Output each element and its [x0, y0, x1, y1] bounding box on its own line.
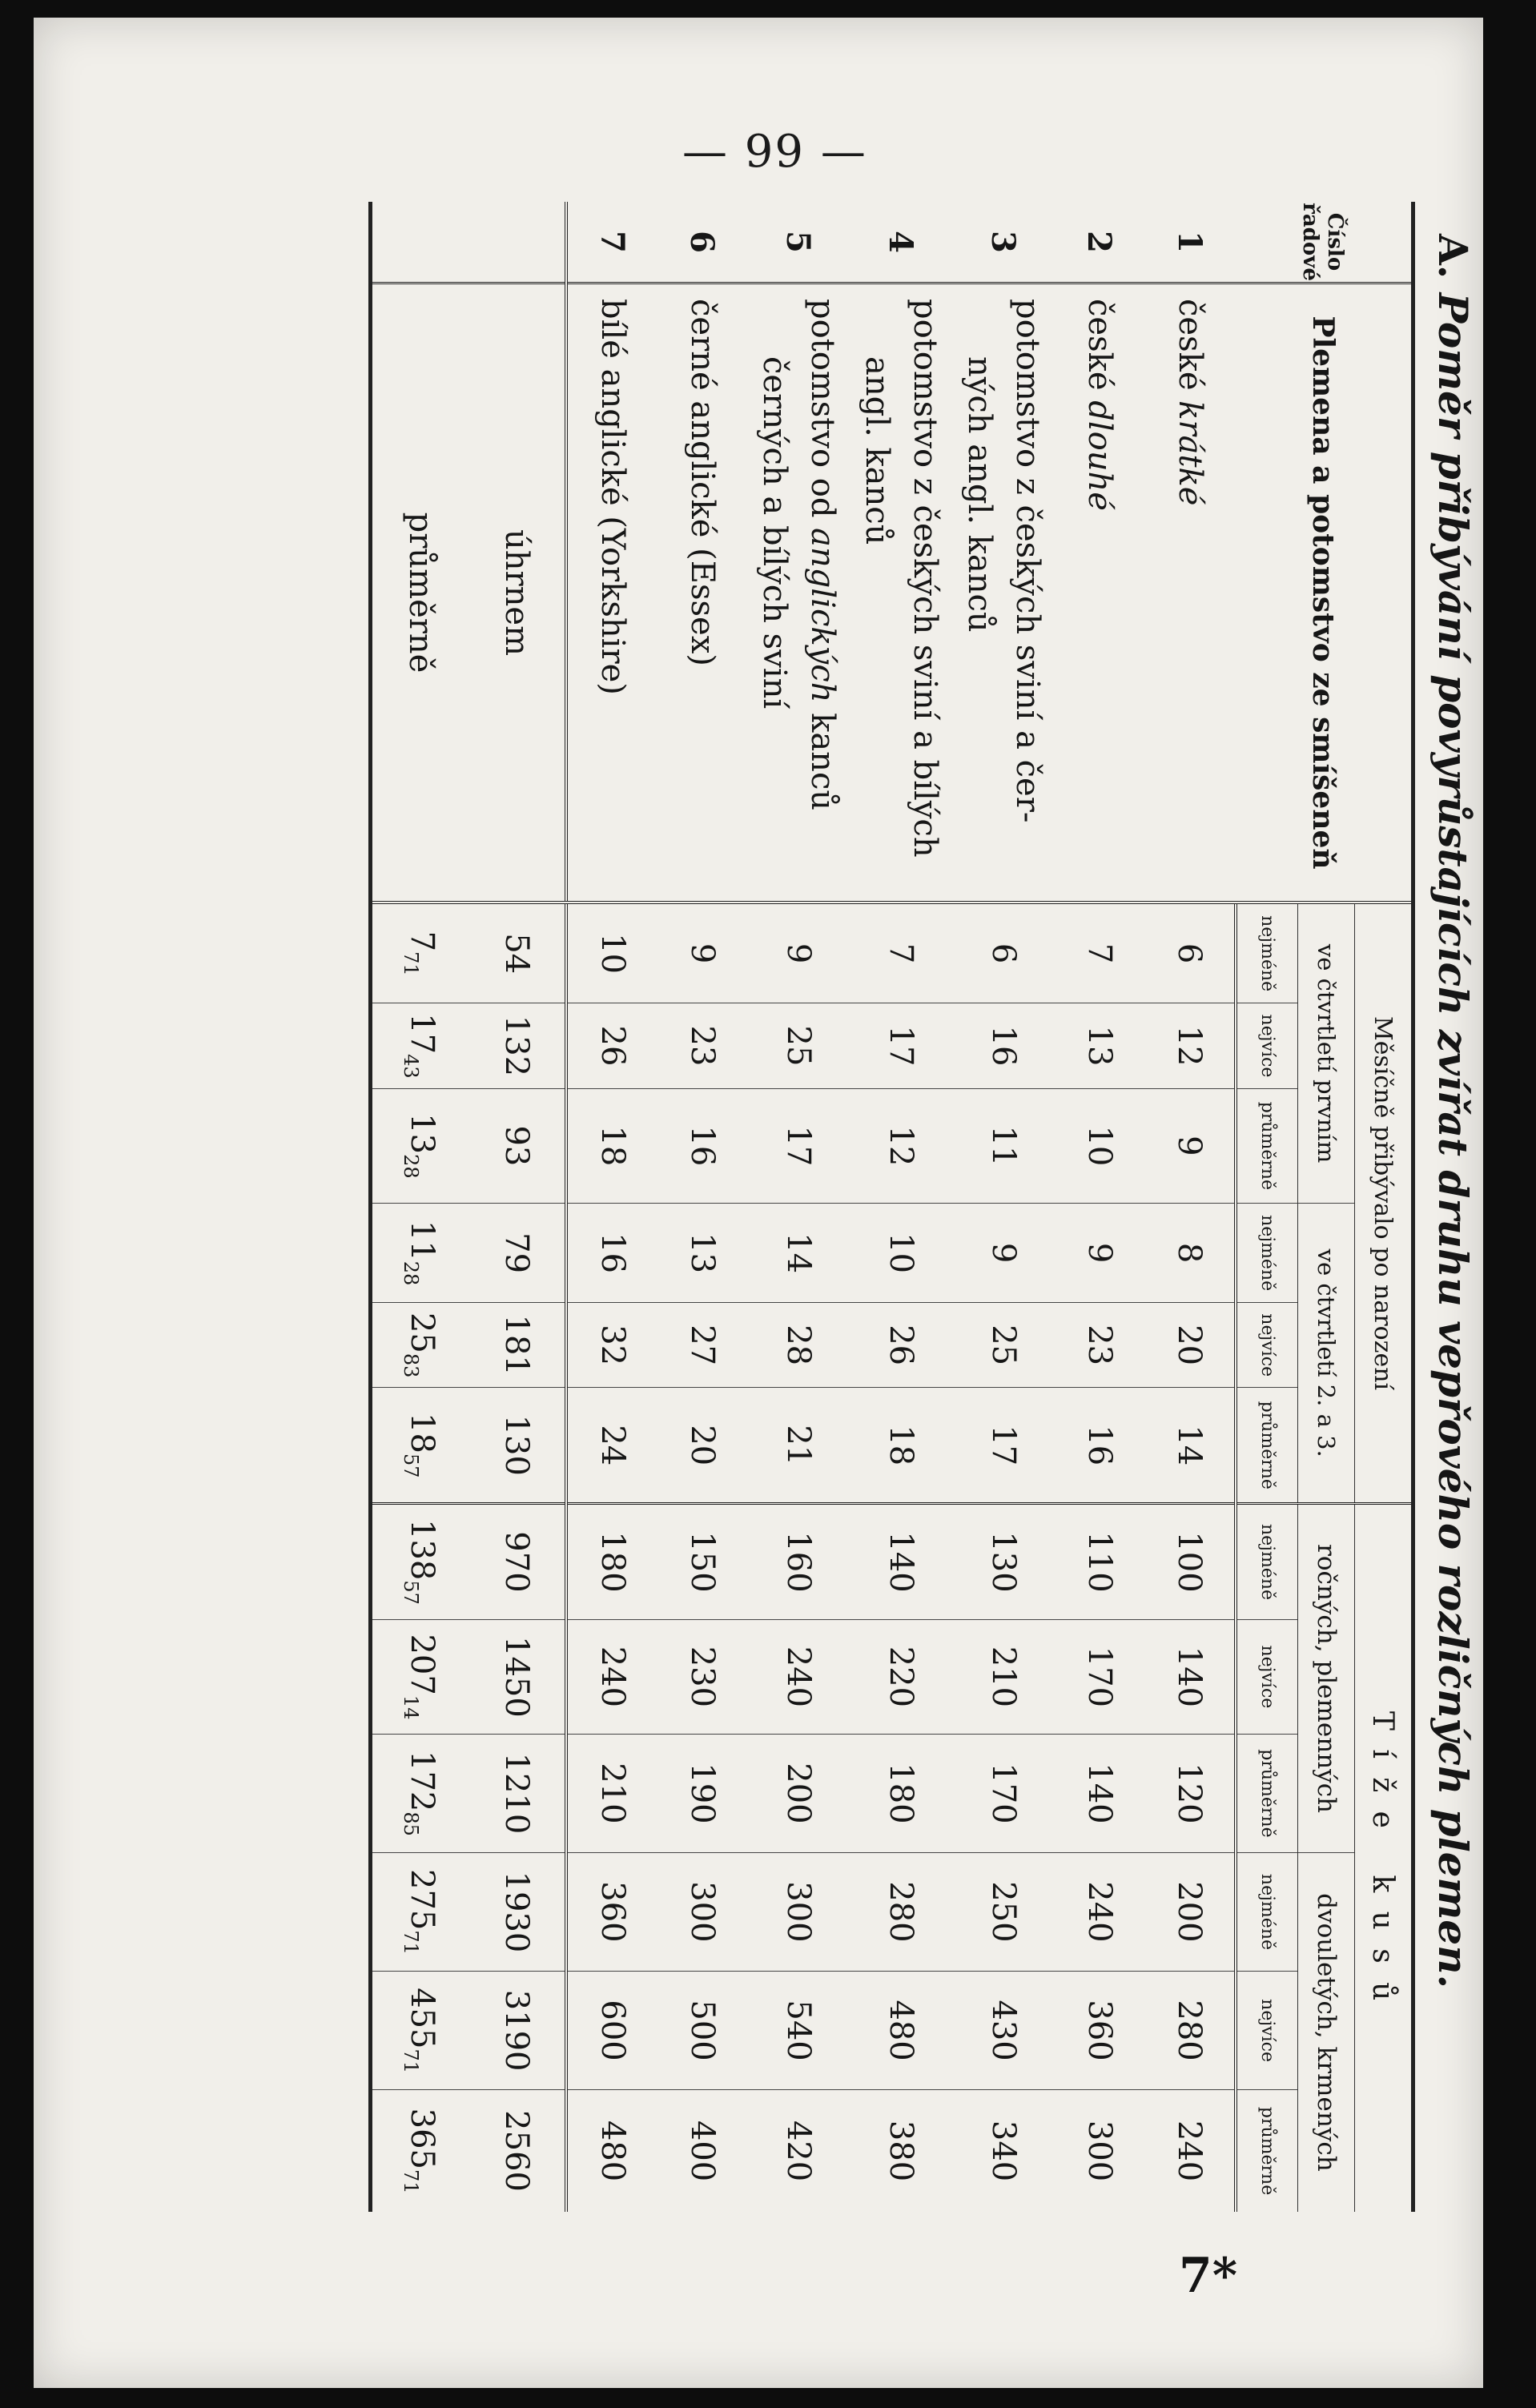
value-cell: 9 — [780, 943, 817, 964]
header-min: nejméně — [1236, 902, 1298, 1003]
average-cell — [371, 1388, 469, 1504]
breed-name-line: české dlouhé — [1081, 299, 1118, 511]
page — [34, 18, 1483, 2388]
value-cell: 280 — [850, 1852, 952, 1971]
total-cell: 79 — [468, 1204, 566, 1303]
value-cell: 130 — [952, 1504, 1055, 1620]
average-fraction: 71 — [400, 951, 423, 976]
average-fraction: 28 — [400, 1260, 423, 1286]
average-value: 18 — [404, 1413, 441, 1453]
average-fraction: 14 — [400, 1694, 423, 1720]
header-max: nejvíce — [1236, 1619, 1298, 1734]
average-value: 25 — [404, 1312, 441, 1353]
breed-name — [952, 283, 1055, 903]
value-cell: 6 — [1171, 943, 1208, 964]
value-cell: 17 — [952, 1388, 1055, 1504]
page-number: — 99 — — [682, 126, 867, 178]
value-cell: 340 — [952, 2090, 1055, 2212]
average-fraction: 28 — [400, 1154, 423, 1179]
value-cell: 170 — [1055, 1619, 1144, 1734]
average-cell — [371, 1504, 469, 1620]
value-cell: 180 — [850, 1735, 952, 1853]
average-fraction: 57 — [400, 1580, 423, 1605]
header-cislo: Číslo řadové — [1236, 202, 1413, 283]
value-cell: 400 — [657, 2090, 747, 2212]
value-cell: 16 — [952, 1003, 1055, 1088]
value-cell: 300 — [1055, 2090, 1144, 2212]
value-cell: 14 — [747, 1204, 850, 1303]
breed-name-line: černé anglické (Essex) — [684, 299, 721, 666]
value-cell: 300 — [747, 1852, 850, 1971]
value-cell: 17 — [850, 1003, 952, 1088]
value-cell: 170 — [952, 1735, 1055, 1853]
average-fraction: 57 — [400, 1453, 423, 1478]
table-caption — [1429, 234, 1477, 2156]
value-cell: 240 — [747, 1619, 850, 1734]
row-number: 7 — [566, 202, 657, 283]
breed-name — [747, 283, 850, 903]
value-cell: 24 — [566, 1388, 657, 1504]
caption-title: Poměr přibývání povyrůstajících zvířat druhu vepřového rozličných plemen. — [1429, 292, 1477, 1989]
value-cell: 140 — [850, 1504, 952, 1620]
header-avg: průměrně — [1236, 1088, 1298, 1204]
value-cell: 8 — [1144, 1204, 1236, 1303]
average-cell — [371, 1619, 469, 1734]
breed-name-line: angl. kanců — [858, 356, 895, 545]
value-cell: 380 — [850, 2090, 952, 2212]
row-number: 2 — [1055, 202, 1144, 283]
value-cell: 430 — [952, 1972, 1055, 2090]
value-cell: 25 — [747, 1003, 850, 1088]
value-cell: 21 — [747, 1388, 850, 1504]
average-cell — [371, 1303, 469, 1388]
value-cell: 14 — [1144, 1388, 1236, 1504]
value-cell: 480 — [566, 2090, 657, 2212]
average-cell — [371, 1852, 469, 1971]
breed-name-line: potomstvo z českých sviní a čer- — [1009, 299, 1046, 823]
breed-name — [566, 283, 657, 903]
breed-name — [1144, 283, 1236, 903]
header-max: nejvíce — [1236, 1303, 1298, 1388]
average-row — [371, 202, 469, 2212]
header-max: nejvíce — [1236, 1003, 1298, 1088]
average-fraction: 71 — [400, 2048, 423, 2074]
value-cell: 200 — [1144, 1852, 1236, 1971]
value-cell: 10 — [850, 1204, 952, 1303]
total-cell: 970 — [468, 1504, 566, 1620]
total-cell: 132 — [468, 1003, 566, 1088]
value-cell: 18 — [566, 1088, 657, 1204]
value-cell: 250 — [952, 1852, 1055, 1971]
total-cell: 93 — [468, 1088, 566, 1204]
row-number: 1 — [1144, 202, 1236, 283]
value-cell: 12 — [850, 1088, 952, 1204]
header-min: nejméně — [1236, 1504, 1298, 1620]
total-cell: 3190 — [468, 1972, 566, 2090]
average-value: 7 — [404, 931, 441, 952]
row-number: 4 — [850, 202, 952, 283]
average-value: 365 — [404, 2108, 441, 2169]
table-row — [1144, 202, 1236, 2212]
table-row — [566, 202, 657, 2212]
average-cell — [371, 1735, 469, 1853]
average-value: 13 — [404, 1113, 441, 1155]
total-label: úhrnem — [468, 283, 566, 903]
value-cell: 20 — [657, 1388, 747, 1504]
breed-name-line: bílé anglické (Yorkshire) — [594, 299, 631, 695]
value-cell: 13 — [1055, 1003, 1144, 1088]
value-cell: 240 — [566, 1619, 657, 1734]
value-cell: 190 — [657, 1735, 747, 1853]
value-cell: 140 — [1055, 1735, 1144, 1853]
value-cell: 360 — [566, 1852, 657, 1971]
value-cell: 230 — [657, 1619, 747, 1734]
value-cell: 17 — [747, 1088, 850, 1204]
value-cell: 26 — [850, 1303, 952, 1388]
value-cell: 27 — [657, 1303, 747, 1388]
signature-mark: 7* — [1179, 2248, 1238, 2304]
breed-name-line: české krátké — [1172, 299, 1208, 506]
average-cell — [371, 1204, 469, 1303]
total-cell: 1930 — [468, 1852, 566, 1971]
header-q23: ve čtvrtletí 2. a 3. — [1298, 1204, 1355, 1504]
average-fraction: 85 — [400, 1811, 423, 1836]
average-cell — [371, 902, 469, 1003]
value-cell: 9 — [1144, 1088, 1236, 1204]
value-cell: 160 — [747, 1504, 850, 1620]
value-cell: 13 — [657, 1204, 747, 1303]
value-cell: 6 — [985, 943, 1022, 964]
value-cell: 7 — [883, 943, 919, 964]
average-fraction: 83 — [400, 1353, 423, 1378]
total-cell: 1210 — [468, 1735, 566, 1853]
value-cell: 16 — [566, 1204, 657, 1303]
row-number: 5 — [747, 202, 850, 283]
breed-name — [1055, 283, 1144, 903]
average-cell — [371, 1088, 469, 1204]
average-value: 455 — [404, 1988, 441, 2049]
value-cell: 540 — [747, 1972, 850, 2090]
value-cell: 23 — [1055, 1303, 1144, 1388]
value-cell: 210 — [952, 1619, 1055, 1734]
value-cell: 9 — [952, 1204, 1055, 1303]
header-avg: průměrně — [1236, 1735, 1298, 1853]
total-cell: 130 — [468, 1388, 566, 1504]
value-cell: 11 — [952, 1088, 1055, 1204]
value-cell: 28 — [747, 1303, 850, 1388]
value-cell: 280 — [1144, 1972, 1236, 2090]
table-row — [657, 202, 747, 2212]
breed-name-line: potomstvo od anglických kanců — [804, 299, 841, 811]
value-cell: 150 — [657, 1504, 747, 1620]
total-cell: 2560 — [468, 2090, 566, 2212]
value-cell: 240 — [1055, 1852, 1144, 1971]
total-cell: 54 — [468, 902, 566, 1003]
total-row — [468, 202, 566, 2212]
value-cell: 480 — [850, 1972, 952, 2090]
average-value: 207 — [404, 1634, 441, 1695]
header-min: nejméně — [1236, 1204, 1298, 1303]
average-value: 138 — [404, 1519, 441, 1581]
average-fraction: 71 — [400, 2169, 423, 2194]
value-cell: 10 — [594, 933, 631, 975]
breed-name-line: ných angl. kanců — [961, 356, 998, 633]
value-cell: 18 — [850, 1388, 952, 1504]
value-cell: 10 — [1055, 1088, 1144, 1204]
header-monthly-gain: Měsíčně přibývalo po narození — [1355, 902, 1413, 1504]
rotated-table-block — [226, 202, 1477, 2220]
value-cell: 240 — [1144, 2090, 1236, 2212]
breed-name — [850, 283, 952, 903]
table-row — [952, 202, 1055, 2212]
value-cell: 25 — [952, 1303, 1055, 1388]
value-cell: 16 — [1055, 1388, 1144, 1504]
value-cell: 12 — [1144, 1003, 1236, 1088]
header-q1: ve čtvrtletí prvním — [1298, 902, 1355, 1204]
average-cell — [371, 1972, 469, 2090]
value-cell: 300 — [657, 1852, 747, 1971]
value-cell: 23 — [657, 1003, 747, 1088]
average-value: 275 — [404, 1869, 441, 1931]
average-fraction: 71 — [400, 1930, 423, 1955]
value-cell: 200 — [747, 1735, 850, 1853]
table-row — [1055, 202, 1144, 2212]
header-plemena: Plemena a potomstvo ze smíšeneň — [1236, 283, 1413, 903]
average-label: průměrně — [371, 283, 469, 903]
value-cell: 180 — [566, 1504, 657, 1620]
breed-name-line: potomstvo z českých sviní a bílých — [907, 299, 943, 858]
average-cell — [371, 1003, 469, 1088]
total-cell: 181 — [468, 1303, 566, 1388]
value-cell: 600 — [566, 1972, 657, 2090]
average-cell — [371, 2090, 469, 2212]
value-cell: 7 — [1081, 943, 1118, 964]
header-max: nejvíce — [1236, 1972, 1298, 2090]
value-cell: 26 — [566, 1003, 657, 1088]
average-fraction: 43 — [400, 1054, 423, 1079]
header-twoyear: dvouletých, krmených — [1298, 1852, 1355, 2212]
value-cell: 360 — [1055, 1972, 1144, 2090]
value-cell: 32 — [566, 1303, 657, 1388]
value-cell: 110 — [1055, 1504, 1144, 1620]
average-value: 172 — [404, 1751, 441, 1812]
header-avg: průměrně — [1236, 2090, 1298, 2212]
value-cell: 20 — [1144, 1303, 1236, 1388]
data-table — [368, 202, 1415, 2212]
header-weight: T í ž e k u s ů — [1355, 1504, 1413, 2212]
row-number: 6 — [657, 202, 747, 283]
breed-name — [657, 283, 747, 903]
average-value: 11 — [404, 1220, 441, 1261]
value-cell: 220 — [850, 1619, 952, 1734]
value-cell: 500 — [657, 1972, 747, 2090]
header-yearling: ročných, plemenných — [1298, 1504, 1355, 1853]
value-cell: 420 — [747, 2090, 850, 2212]
header-min: nejméně — [1236, 1852, 1298, 1971]
row-number: 3 — [952, 202, 1055, 283]
breed-name-line: černých a bílých sviní — [756, 356, 793, 710]
table-row — [747, 202, 850, 2212]
table-row — [850, 202, 952, 2212]
header-avg: průměrně — [1236, 1388, 1298, 1504]
value-cell: 120 — [1144, 1735, 1236, 1853]
value-cell: 210 — [566, 1735, 657, 1853]
value-cell: 140 — [1144, 1619, 1236, 1734]
total-cell: 1450 — [468, 1619, 566, 1734]
value-cell: 100 — [1144, 1504, 1236, 1620]
value-cell: 9 — [684, 943, 721, 964]
average-value: 17 — [404, 1013, 441, 1055]
value-cell: 9 — [1055, 1204, 1144, 1303]
value-cell: 16 — [657, 1088, 747, 1204]
caption-letter: A. — [1429, 234, 1477, 279]
